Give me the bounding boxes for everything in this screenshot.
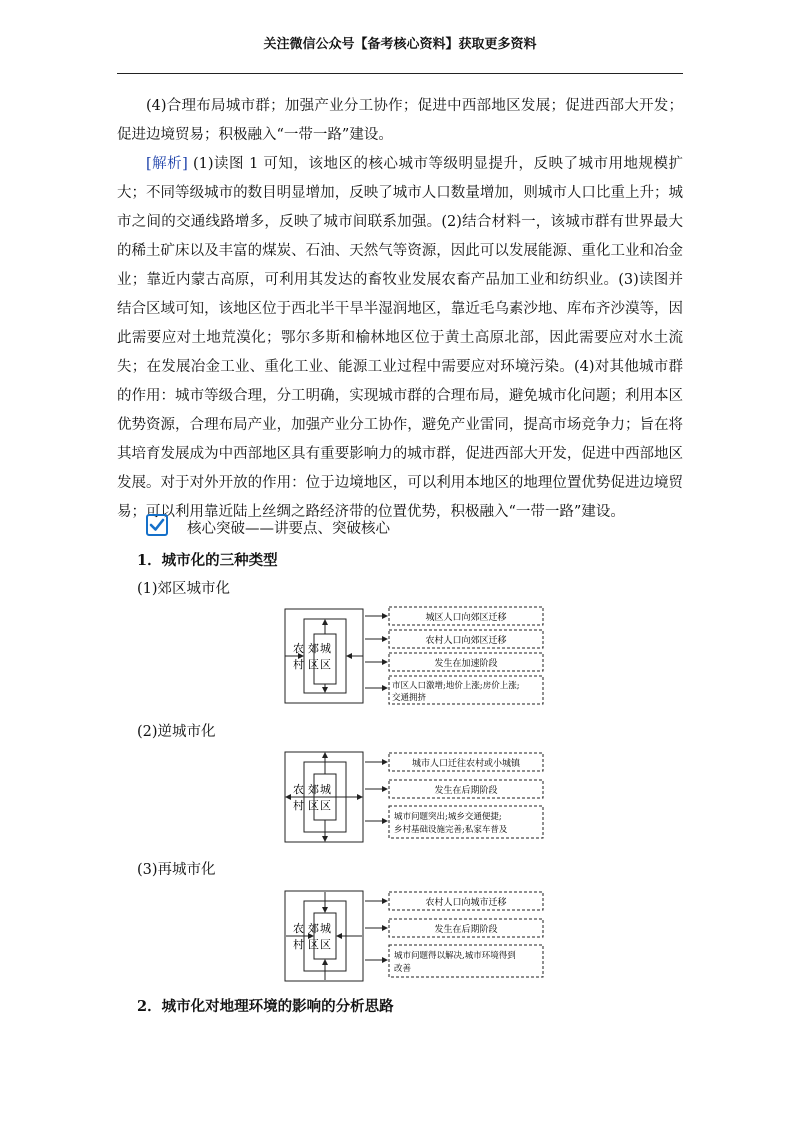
note: 城区人口向郊区迁移: [425, 613, 507, 623]
city-label-2: 区: [320, 799, 331, 812]
city-label-2: 区: [320, 938, 331, 951]
diagram-counter-urbanization: [282, 747, 548, 847]
rural-label-1: 农: [293, 783, 304, 796]
note: 发生在加速阶段: [434, 659, 498, 669]
note: 市区人口激增;地价上涨;房价上涨;: [392, 681, 520, 691]
suburb-label-1: 郊: [308, 783, 319, 796]
page-header: 关注微信公众号【备考核心资料】获取更多资料: [263, 37, 537, 52]
diagram2-caption: (2)逆城市化: [137, 724, 216, 740]
item1-heading: 1．城市化的三种类型: [137, 552, 278, 569]
city-label-1: 城: [320, 922, 331, 935]
note: 改善: [394, 964, 412, 974]
suburb-label-2: 区: [308, 938, 319, 951]
analysis-label: [解析]: [146, 156, 188, 172]
note: 交通拥挤: [392, 693, 427, 703]
rural-label-2: 村: [293, 658, 304, 671]
header-rule: [117, 73, 683, 74]
note: 乡村基础设施完善;私家车普及: [394, 825, 508, 835]
note: 农村人口向城市迁移: [425, 898, 507, 908]
note: 城市问题得以解决,城市环境得到: [394, 951, 516, 961]
answer-paragraph: (4)合理布局城市群；加强产业分工协作；促进中西部地区发展；促进西部大开发；促进边境贸易；积极融入“一带一路”建设。: [117, 98, 683, 143]
analysis-paragraph: [117, 150, 683, 527]
city-label-1: 城: [320, 642, 331, 655]
rural-label-1: 农: [293, 922, 304, 935]
diagram-suburbanization: [282, 604, 548, 708]
rural-label-1: 农: [293, 642, 304, 655]
suburb-label-1: 郊: [308, 922, 319, 935]
suburb-label-1: 郊: [308, 642, 319, 655]
note: 发生在后期阶段: [434, 925, 498, 935]
suburb-label-2: 区: [308, 799, 319, 812]
note: 城市问题突出;城乡交通便捷;: [394, 812, 502, 822]
note: 城市人口迁往农村或小城镇: [411, 759, 521, 769]
section-title: 核心突破——讲要点、突破核心: [187, 521, 390, 537]
rural-label-2: 村: [293, 799, 304, 812]
diagram1-caption: (1)郊区城市化: [137, 581, 231, 597]
diagram3-caption: (3)再城市化: [137, 862, 216, 878]
item2-heading: 2．城市化对地理环境的影响的分析思路: [137, 998, 394, 1015]
rural-label-2: 村: [293, 938, 304, 951]
suburb-label-2: 区: [308, 658, 319, 671]
city-box: [314, 913, 336, 959]
diagram-reurbanization: [282, 886, 548, 986]
note: 发生在后期阶段: [434, 786, 498, 796]
city-label-2: 区: [320, 658, 331, 671]
checkbox-checked-icon: [146, 514, 168, 536]
city-label-1: 城: [320, 783, 331, 796]
analysis-text: (1)读图 1 可知，该地区的核心城市等级明显提升，反映了城市用地规模扩大；不同等级城市的数目明显增加，反映了城市人口数量增加，则城市人口比重上升；城市之间的交通线路增多，反映了城市间联系加强。(2)结合材料一，该城市群有世界最大的稀土矿床以及丰富的煤炭、石油、天然气等资源，因此可以发展能源、重化工业和冶金业；靠近内蒙古高原，可利用其发达的畜牧业发展农畜产品加工业和纺织业。(3)读图并结合区域可知，该地区位于西北半干旱半湿润地区，靠近毛乌素沙地、库布齐沙漠等，因此需要应对土地荒漠化；鄂尔多斯和榆林地区位于黄土高原北部，因此需要应对水土流失；在发展冶金工业、重化工业、能源工业过程中需要应对环境污染。(4)对其他城市群的作用：城市等级合理，分工明确，实现城市群的合理布局，避免城市化问题；利用本区优势资源，合理布局产业，加强产业分工协作，避免产业雷同，提高市场竞争力；旨在将其培育发展成为中西部地区具有重要影响力的城市群，促进西部大开发，促进中西部地区发展。对于对外开放的作用：位于边境地区，可以利用本地区的地理位置优势促进边境贸易；可以利用靠近陆上丝绸之路经济带的位置优势，积极融入“一带一路”建设。: [117, 156, 683, 520]
note: 农村人口向郊区迁移: [425, 636, 507, 646]
